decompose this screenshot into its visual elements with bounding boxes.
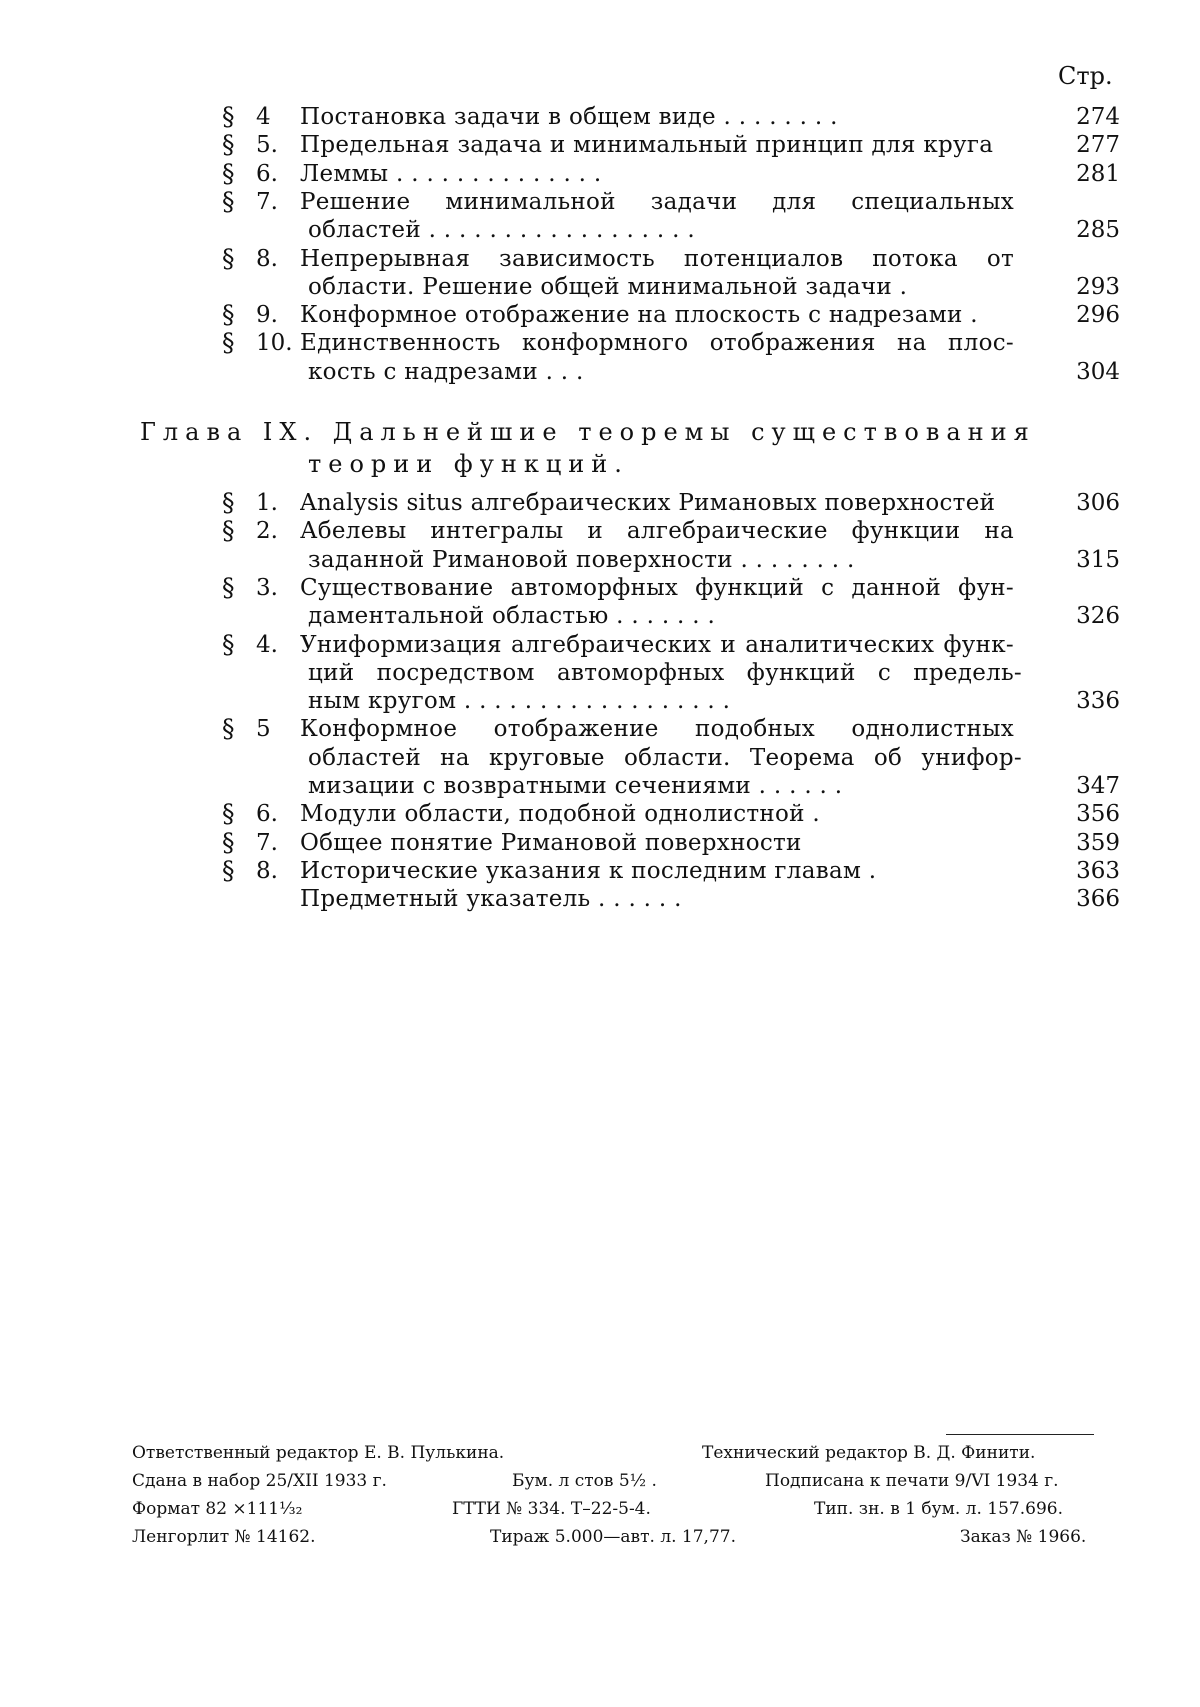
toc-page-number: 277 — [1076, 132, 1120, 159]
toc-entry-line — [0, 601, 1200, 631]
imprint-editor: Ответственный редактор Е. В. Пулькина. — [132, 1443, 505, 1463]
toc-entry-title: областей на круговые области. Теорема об унифор- — [308, 744, 1022, 771]
section-sign: § — [222, 855, 235, 885]
imprint-row — [132, 1468, 1107, 1494]
toc-entry-line — [0, 828, 1200, 858]
toc-entry-line — [0, 130, 1200, 160]
toc-entry-title: Абелевы интегралы и алгебраические функции на — [300, 518, 1014, 545]
toc-entry-line — [0, 328, 1200, 358]
chapter-title: Глава IX. Дальнейшие теоремы существования — [140, 418, 1036, 446]
toc-entry-line — [0, 516, 1200, 546]
toc-entry-title: кость с надрезами . . . — [308, 358, 584, 385]
imprint-tech-editor: Технический редактор В. Д. Финити. — [702, 1443, 1036, 1463]
toc-entry-title: даментальной областью . . . . . . . — [308, 603, 716, 630]
toc-entry-title: Конформное отображение на плоскость с надрезами . — [300, 302, 978, 329]
section-number: 1. — [256, 490, 278, 516]
imprint-lengorlit: Ленгорлит № 14162. — [132, 1527, 316, 1547]
toc-entry-line — [0, 799, 1200, 829]
toc-entry-title: области. Решение общей минимальной задачи . — [308, 273, 908, 300]
toc-entry-line — [0, 856, 1200, 886]
toc-entry-title: ным кругом . . . . . . . . . . . . . . . . . . — [308, 688, 731, 715]
toc-entry-line — [0, 102, 1200, 132]
chapter-subtitle: теории функций. — [308, 450, 629, 478]
section-number: 4. — [256, 631, 278, 658]
toc-entry-title: Модули области, подобной однолистной . — [300, 801, 821, 828]
toc-entry-title: Леммы . . . . . . . . . . . . . . — [300, 160, 602, 187]
section-sign: § — [222, 827, 235, 857]
imprint-order: Заказ № 1966. — [960, 1527, 1087, 1547]
section-number: 7. — [256, 829, 278, 856]
toc-entry-line — [0, 573, 1200, 603]
toc-entry-line — [0, 714, 1200, 744]
toc-entry-line — [0, 686, 1200, 716]
section-number: 6. — [256, 801, 278, 828]
toc-page-number: 315 — [1076, 546, 1120, 573]
imprint-format: Формат 82 ×111¹⁄₃₂ — [132, 1499, 303, 1519]
section-sign: § — [222, 300, 235, 330]
toc-entry-line — [0, 357, 1200, 387]
section-sign: § — [222, 572, 235, 602]
toc-entry-line — [0, 244, 1200, 274]
section-number: 2. — [256, 518, 278, 545]
section-sign: § — [222, 130, 235, 160]
section-sign: § — [222, 629, 235, 659]
section-sign: § — [222, 516, 235, 546]
imprint-row — [132, 1496, 1107, 1522]
page-column-label: Стр. — [1058, 62, 1113, 90]
toc-entry-title: Конформное отображение подобных однолистных — [300, 716, 1014, 743]
toc-page-number: 359 — [1076, 829, 1120, 856]
toc-page-number: 347 — [1076, 773, 1120, 799]
toc-page-number: 274 — [1076, 104, 1120, 130]
toc-entry-title: Предельная задача и минимальный принцип для круга — [300, 132, 994, 159]
toc-entry-line — [0, 743, 1200, 773]
toc-entry-title: Униформизация алгебраических и аналитических функ- — [300, 631, 1014, 658]
toc-entry-line — [0, 300, 1200, 330]
toc-page-number: 306 — [1076, 490, 1120, 516]
imprint-print-date: Подписана к печати 9/VI 1934 г. — [765, 1471, 1059, 1491]
toc-entry-line — [0, 658, 1200, 688]
toc-page-number: 356 — [1076, 801, 1120, 828]
section-number: 3. — [256, 574, 278, 601]
toc-page-number: 285 — [1076, 217, 1120, 244]
toc-entry-line — [0, 159, 1200, 189]
toc-entry-title: Решение минимальной задачи для специальных — [300, 188, 1014, 215]
imprint-sheets: Бум. л стов 5½ . — [512, 1471, 657, 1491]
toc-page-number: 366 — [1076, 886, 1120, 913]
section-sign: § — [222, 488, 235, 517]
toc-entry-title: мизации с возвратными сечениями . . . . . . — [308, 773, 843, 799]
toc-entry-title: заданной Римановой поверхности . . . . . . . . — [308, 546, 855, 573]
imprint-print-run: Тираж 5.000—авт. л. 17,77. — [490, 1527, 736, 1547]
imprint-gtti: ГТТИ № 334. Т–22-5-4. — [452, 1499, 651, 1519]
section-sign: § — [222, 102, 235, 131]
section-number: 10. — [256, 330, 293, 357]
section-number: 7. — [256, 188, 278, 215]
toc-entry-title: Постановка задачи в общем виде . . . . . . . . — [300, 104, 838, 130]
toc-entry-title: Предметный указатель . . . . . . — [300, 886, 682, 913]
toc-entry-title: Analysis situs алгебраических Римановых поверхностей — [300, 490, 996, 516]
section-number: 5. — [256, 132, 278, 159]
toc-page-number: 293 — [1076, 273, 1120, 300]
imprint-rule — [946, 1434, 1094, 1435]
toc-entry-title: ций посредством автоморфных функций с предель- — [308, 659, 1022, 686]
imprint-type-chars: Тип. зн. в 1 бум. л. 157.696. — [814, 1499, 1063, 1519]
section-sign: § — [222, 328, 235, 358]
imprint-typeset-date: Сдана в набор 25/XII 1933 г. — [132, 1471, 387, 1491]
section-sign: § — [222, 158, 235, 188]
toc-entry-line — [0, 771, 1200, 801]
toc-page-number: 363 — [1076, 857, 1120, 884]
toc-entry-line — [0, 630, 1200, 660]
toc-entry-title: Непрерывная зависимость потенциалов потока от — [300, 245, 1014, 272]
toc-page-number: 336 — [1076, 688, 1120, 715]
imprint-row — [132, 1524, 1107, 1550]
imprint-row — [132, 1440, 1107, 1466]
section-sign: § — [222, 186, 235, 216]
toc-entry-line — [0, 545, 1200, 575]
toc-entry-line — [0, 215, 1200, 245]
toc-entry-line — [0, 187, 1200, 217]
section-number: 6. — [256, 160, 278, 187]
toc-entry-line — [0, 884, 1200, 914]
toc-page-number: 304 — [1076, 358, 1120, 385]
section-number: 9. — [256, 302, 278, 329]
toc-entry-line — [0, 272, 1200, 302]
toc-entry-title: Существование автоморфных функций с данной фун- — [300, 574, 1014, 601]
section-number: 8. — [256, 245, 278, 272]
section-sign: § — [222, 243, 235, 273]
toc-page-number: 326 — [1076, 603, 1120, 630]
toc-page-number: 296 — [1076, 302, 1120, 329]
section-sign: § — [222, 799, 235, 829]
toc-entry-title: Единственность конформного отображения на плос- — [300, 330, 1014, 357]
section-number: 4 — [256, 104, 271, 130]
section-number: 8. — [256, 857, 278, 884]
toc-entry-line — [0, 488, 1200, 518]
section-sign: § — [222, 714, 235, 744]
toc-entry-title: Общее понятие Римановой поверхности — [300, 829, 802, 856]
section-number: 5 — [256, 716, 271, 743]
toc-entry-title: областей . . . . . . . . . . . . . . . . . . — [308, 217, 695, 244]
toc-page-number: 281 — [1076, 160, 1120, 187]
toc-entry-title: Исторические указания к последним главам . — [300, 857, 877, 884]
